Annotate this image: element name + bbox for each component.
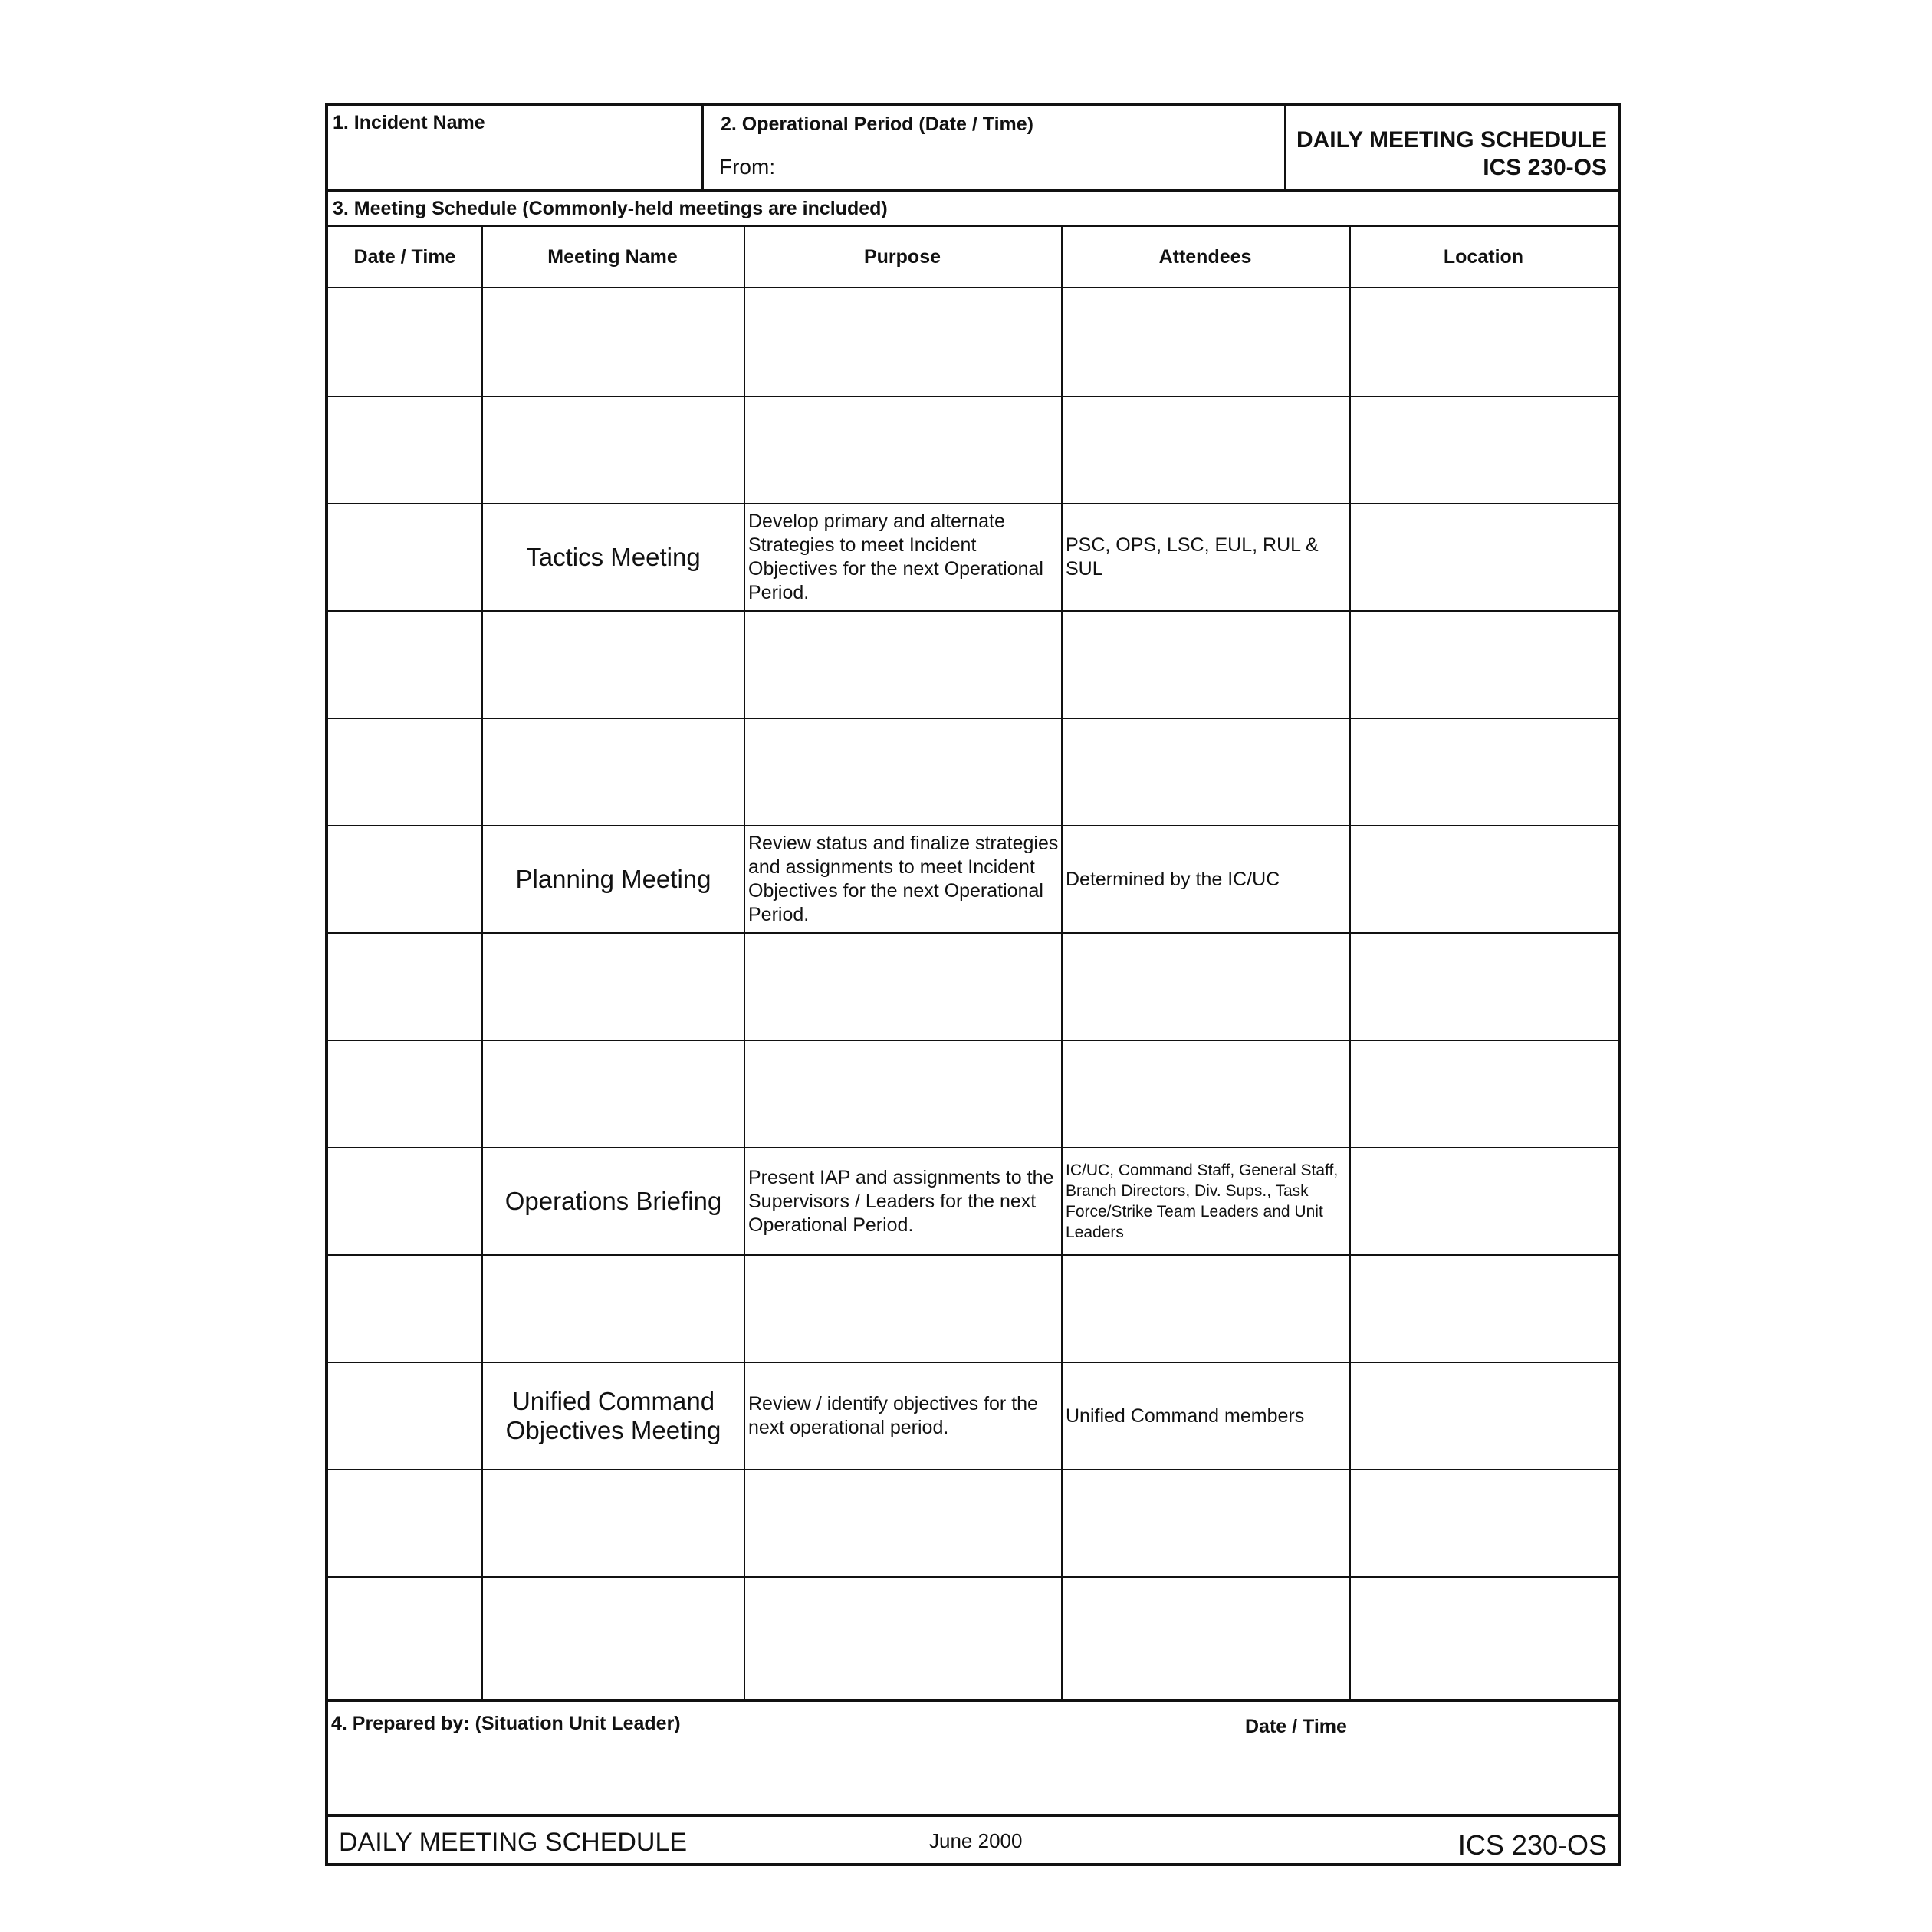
- prepared-by-section[interactable]: [328, 1699, 1618, 1817]
- row-divider: [328, 396, 1618, 397]
- meeting-schedule-section: [328, 192, 1618, 227]
- column-header-location: Location: [1349, 227, 1618, 288]
- ics-230-form: [325, 103, 1621, 1866]
- meeting-name-cell: Planning Meeting: [515, 865, 711, 893]
- footer-date: June 2000: [929, 1829, 1023, 1852]
- row-divider: [328, 1576, 1618, 1578]
- meeting-name-cell: Unified Command Objectives Meeting: [505, 1387, 721, 1444]
- row-divider: [328, 932, 1618, 934]
- column-header-attendees: Attendees: [1061, 227, 1349, 288]
- row-divider: [328, 1469, 1618, 1470]
- purpose-cell: Review / identify objectives for the next operational period.: [748, 1393, 1038, 1438]
- attendees-cell: IC/UC, Command Staff, General Staff, Branch Directors, Div. Sups., Task Force/Strike Team Leaders and Unit Leaders: [1066, 1162, 1339, 1241]
- meeting-name-cell: Operations Briefing: [504, 1187, 722, 1215]
- row-divider: [328, 610, 1618, 612]
- column-divider: [481, 227, 483, 1699]
- row-divider: [328, 718, 1618, 719]
- row-divider: [328, 1040, 1618, 1041]
- column-header-purpose: Purpose: [744, 227, 1061, 288]
- column-header-date-time: Date / Time: [328, 227, 481, 288]
- operational-period-field[interactable]: [704, 106, 1286, 189]
- meeting-schedule-label: 3. Meeting Schedule (Commonly-held meetings are included): [333, 198, 888, 219]
- meeting-name-cell: Tactics Meeting: [526, 543, 701, 571]
- operational-period-label: 2. Operational Period (Date / Time): [721, 113, 1033, 135]
- form-footer: [328, 1817, 1618, 1863]
- incident-name-field[interactable]: [328, 106, 704, 189]
- attendees-cell: Determined by the IC/UC: [1066, 868, 1280, 890]
- row-divider: [328, 1254, 1618, 1256]
- purpose-cell: Develop primary and alternate Strategies to meet Incident Objectives for the next Operational Period.: [748, 511, 1043, 603]
- column-divider: [1349, 227, 1351, 1699]
- prepared-by-label: 4. Prepared by: (Situation Unit Leader): [331, 1713, 681, 1734]
- form-title-box: [1286, 106, 1618, 189]
- column-header-meeting-name: Meeting Name: [481, 227, 744, 288]
- purpose-cell: Present IAP and assignments to the Supervisors / Leaders for the next Operational Period.: [748, 1166, 1054, 1236]
- form-code: ICS 230-OS: [1483, 155, 1607, 180]
- from-label: From:: [719, 155, 776, 179]
- prepared-date-time-label: Date / Time: [1245, 1716, 1347, 1737]
- footer-code: ICS 230-OS: [1457, 1829, 1607, 1861]
- meeting-schedule-table: [328, 227, 1618, 1699]
- attendees-cell: Unified Command members: [1066, 1405, 1305, 1427]
- incident-name-label: 1. Incident Name: [333, 112, 485, 133]
- footer-title: DAILY MEETING SCHEDULE: [339, 1828, 688, 1857]
- purpose-cell: Review status and finalize strategies and assignments to meet Incident Objectives for the next Operational Period.: [748, 833, 1059, 925]
- form-title: DAILY MEETING SCHEDULE: [1296, 127, 1607, 153]
- form-header: [328, 106, 1618, 192]
- column-divider: [1061, 227, 1063, 1699]
- attendees-cell: PSC, OPS, LSC, EUL, RUL & SUL: [1066, 534, 1319, 580]
- column-divider: [744, 227, 745, 1699]
